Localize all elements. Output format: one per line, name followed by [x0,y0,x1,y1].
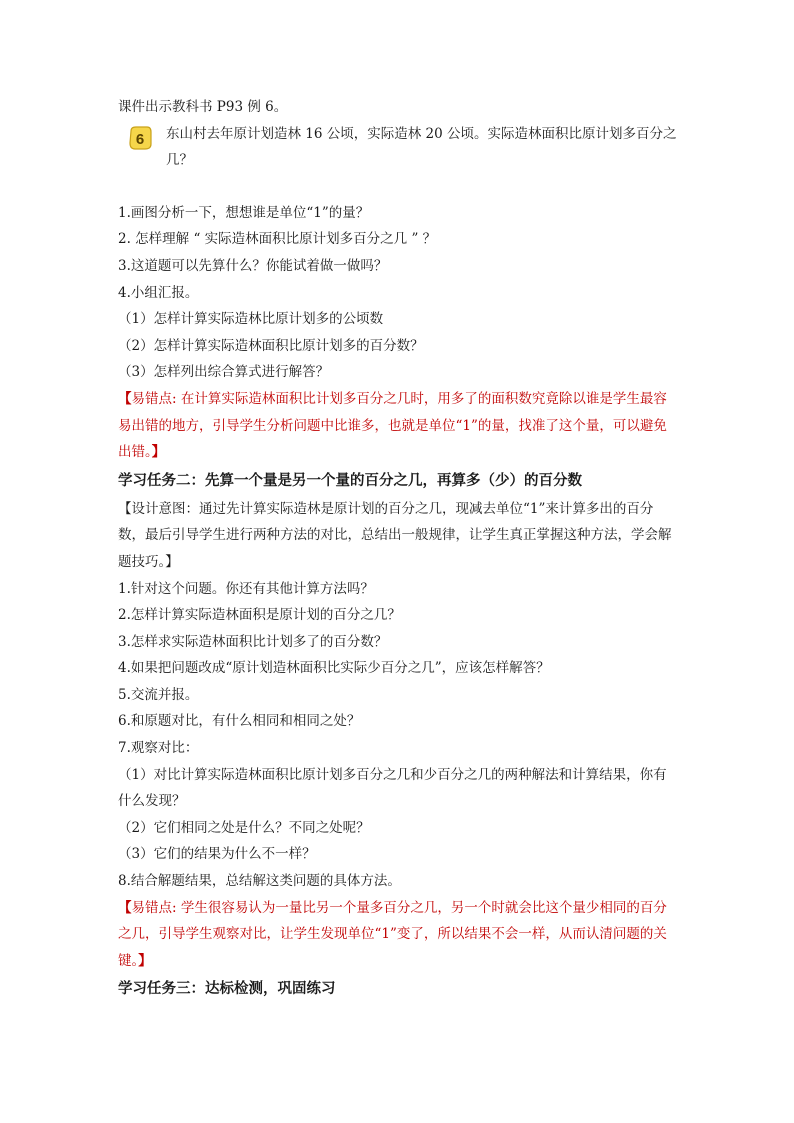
note-text: 易错点: 在计算实际造林面积比计划多百分之几时，用多了的面积数究竟除以谁是学生最容易出错的地方，引导学生分析问题中比谁多，也就是单位“1”的量，找准了这个量，可以避免出错。 [118,390,667,461]
section1-item: 2. 怎样理解 “ 实际造林面积比原计划多百分之几 ” ？ [118,231,437,248]
section1-subitem: （2）怎样计算实际造林面积比原计划多的百分数？ [118,337,424,354]
note-open-bracket: 【 [118,390,132,407]
task2-heading: 学习任务二：先算一个量是另一个量的百分之几，再算多（少）的百分数 [118,471,582,489]
task2-item: 5.交流并报。 [118,686,199,703]
task2-item: 7.观察对比： [118,740,199,757]
task2-subitem: （3）它们的结果为什么不一样？ [118,846,316,863]
task2-item: 4.如果把问题改成“原计划造林面积比实际少百分之几”，应该怎样解答？ [118,660,550,677]
note-text: 易错点: 学生很容易认为一量比另一个量多百分之几，另一个时就会比这个量少相同的百分之几，引导学生观察对比，让学生发现单位“1”变了，所以结果不会一样，从而认清问题的关键。 [118,899,667,969]
example-block [118,121,678,174]
task2-item: 3.怎样求实际造林面积比计划多了的百分数？ [118,633,388,650]
section1-subitem: （3）怎样列出综合算式进行解答？ [118,364,330,381]
error-note-1 [118,386,678,466]
note-close-bracket: 】 [138,952,152,969]
task2-item: 1.针对这个问题。你还有其他计算方法吗？ [118,580,374,597]
note-close-bracket: 】 [151,444,166,461]
section1-item: 1.画图分析一下，想想谁是单位“1”的量？ [118,204,370,221]
note-open-bracket: 【 [118,899,132,916]
example-number-badge-icon [128,125,152,151]
task2-item: 8.结合解题结果，总结解这类问题的具体方法。 [118,873,401,890]
section1-item: 3.这道题可以先算什么？你能试着做一做吗？ [118,257,388,274]
document-content [118,94,678,1004]
example-text: 东山村去年原计划造林 16 公顷，实际造林 20 公顷。实际造林面积比原计划多百分之几？ [166,125,677,169]
error-note-2 [118,895,678,975]
section1-subitem: （1）怎样计算实际造林比原计划多的公顷数 [118,311,384,328]
section1-item: 4.小组汇报。 [118,284,199,301]
task2-subitem: （1）对比计算实际造林面积比原计划多百分之几和少百分之几的两种解法和计算结果，你有什么发现？ [118,766,667,810]
design-intent: 【设计意图：通过先计算实际造林是原计划的百分之几，现减去单位“1”来计算多出的百分数，最后引导学生进行两种方法的对比，总结出一般规律，让学生真正掌握这种方法，学会解题技巧。】 [118,500,672,570]
task3-heading: 学习任务三：达标检测，巩固练习 [118,980,336,998]
task2-subitem: （2）它们相同之处是什么？不同之处呢？ [118,819,370,836]
example-number: 6 [135,130,145,148]
task2-item: 6.和原题对比，有什么相同和相同之处？ [118,713,361,730]
intro-line: 课件出示教科书 P93 例 6。 [118,99,288,115]
task2-item: 2.怎样计算实际造林面积是原计划的百分之几？ [118,607,401,624]
